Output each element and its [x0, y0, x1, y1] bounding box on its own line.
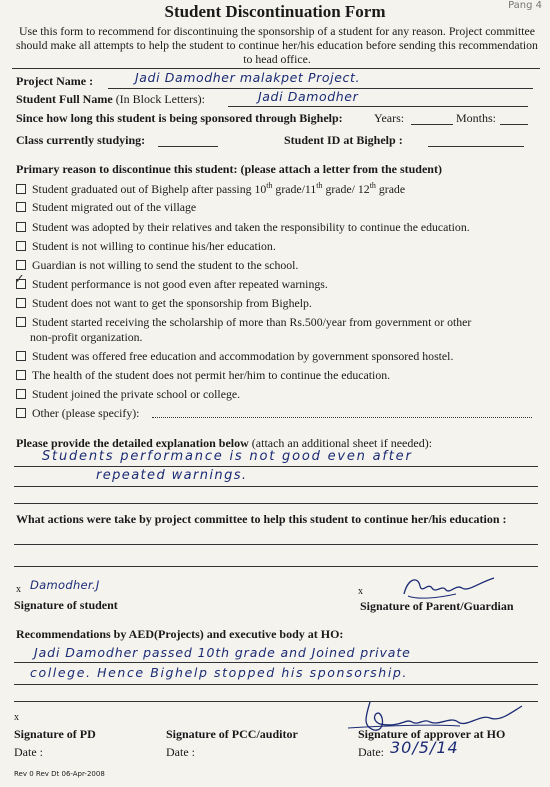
pcc-date-label: Date : [166, 745, 195, 759]
years-label: Years: [374, 111, 405, 125]
checkbox[interactable] [16, 241, 26, 251]
reason-option-performance[interactable]: Student performance is not good even after repeated warnings. [16, 277, 328, 292]
student-id-line [428, 146, 524, 147]
reason-option-migrated[interactable]: Student migrated out of the village [16, 200, 196, 215]
checkbox[interactable] [16, 260, 26, 270]
student-name-value[interactable]: Jadi Damodher [258, 89, 359, 104]
reason-option-scholarship-cont: non-profit organization. [30, 330, 143, 344]
check-mark-icon: ✓ [14, 272, 25, 287]
reason-option-private-school[interactable]: Student joined the private school or college. [16, 387, 240, 402]
reason-option-graduated[interactable]: Student graduated out of Bighelp after passing 10th grade/11th grade/ 12th grade [16, 181, 405, 197]
student-name-label: Student Full Name (In Block Letters): [16, 92, 205, 106]
revision-note: Rev 0 Rev Dt 06-Apr-2008 [14, 770, 105, 778]
checkbox[interactable] [16, 389, 26, 399]
pd-date-label: Date : [14, 745, 43, 759]
class-line [158, 146, 218, 147]
reason-option-guardian[interactable]: Guardian is not willing to send the student to the school. [16, 258, 298, 273]
project-name-value[interactable]: Jadi Damodher malakpet Project. [135, 70, 361, 85]
form-intro: Use this form to recommend for discontinuing the sponsorship of a student for any reason. Project committee should make all attempts to help the student to continue her/his education before sending this recommendation to head office. [16, 24, 538, 66]
checkbox[interactable] [16, 222, 26, 232]
explanation-text-1[interactable]: Students performance is not good even after [42, 449, 413, 464]
reason-option-scholarship[interactable]: Student started receiving the scholarship of more than Rs.500/year from government or other [16, 315, 471, 330]
explanation-line-3 [14, 503, 538, 504]
explanation-text-2[interactable]: repeated warnings. [96, 468, 248, 483]
student-signature[interactable]: Damodher.J [30, 578, 100, 592]
reason-option-no-sponsorship[interactable]: Student does not want to get the sponsorship from Bighelp. [16, 296, 312, 311]
recommendation-line-2 [14, 684, 538, 685]
checkbox[interactable] [16, 317, 26, 327]
pd-signature-label: Signature of PD [14, 727, 96, 741]
checkbox[interactable] [16, 298, 26, 308]
approver-date-label: Date: [358, 745, 384, 759]
reason-heading: Primary reason to discontinue this student: (please attach a letter from the student) [16, 162, 442, 176]
reason-option-not-willing[interactable]: Student is not willing to continue his/her education. [16, 239, 276, 254]
recommendation-text-2[interactable]: college. Hence Bighelp stopped his sponsorship. [30, 665, 408, 680]
student-id-label: Student ID at Bighelp : [284, 133, 403, 147]
class-label: Class currently studying: [16, 133, 146, 147]
reason-option-adopted[interactable]: Student was adopted by their relatives and taken the responsibility to continue the education. [16, 220, 470, 235]
checkbox[interactable] [16, 370, 26, 380]
actions-line-1 [14, 544, 538, 545]
parent-signature-label: Signature of Parent/Guardian [360, 599, 514, 613]
pcc-signature-label: Signature of PCC/auditor [166, 727, 298, 741]
explanation-label: Please provide the detailed explanation below (attach an additional sheet if needed): [16, 436, 433, 450]
recommendation-text-1[interactable]: Jadi Damodher passed 10th grade and Joined private [34, 645, 411, 660]
actions-label: What actions were take by project committee to help this student to continue her/his education : [16, 512, 507, 526]
explanation-line-1 [14, 466, 538, 467]
reason-option-hostel[interactable]: Student was offered free education and accommodation by government sponsored hostel. [16, 349, 453, 364]
actions-line-2 [14, 566, 538, 567]
months-label: Months: [456, 111, 497, 125]
divider [12, 68, 540, 69]
checkbox[interactable] [16, 351, 26, 361]
approver-date-value[interactable]: 30/5/14 [390, 738, 459, 757]
reason-option-health[interactable]: The health of the student does not permit her/him to continue the education. [16, 368, 390, 383]
reason-option-other[interactable]: Other (please specify): [16, 406, 139, 421]
checkbox[interactable] [16, 202, 26, 212]
recommendation-label: Recommendations by AED(Projects) and executive body at HO: [16, 627, 344, 641]
months-line [500, 124, 528, 125]
student-signature-label: Signature of student [14, 598, 118, 612]
form-title: Student Discontinuation Form [164, 2, 386, 21]
checkbox[interactable] [16, 184, 26, 194]
student-name-line [228, 106, 528, 107]
checkbox[interactable] [16, 408, 26, 418]
approver-signature-label: Signature of approver at HO [358, 727, 506, 741]
project-name-label: Project Name : [16, 74, 94, 88]
parent-sig-x: x [358, 586, 363, 597]
pd-sig-x: x [14, 712, 19, 723]
sponsor-since-label: Since how long this student is being sponsored through Bighelp: [16, 111, 343, 125]
other-specify-line[interactable] [152, 417, 532, 418]
student-sig-x: x [16, 584, 21, 595]
years-line [411, 124, 453, 125]
recommendation-line-1 [14, 662, 538, 663]
explanation-line-2 [14, 486, 538, 487]
corner-note: Pang 4 [508, 0, 542, 11]
